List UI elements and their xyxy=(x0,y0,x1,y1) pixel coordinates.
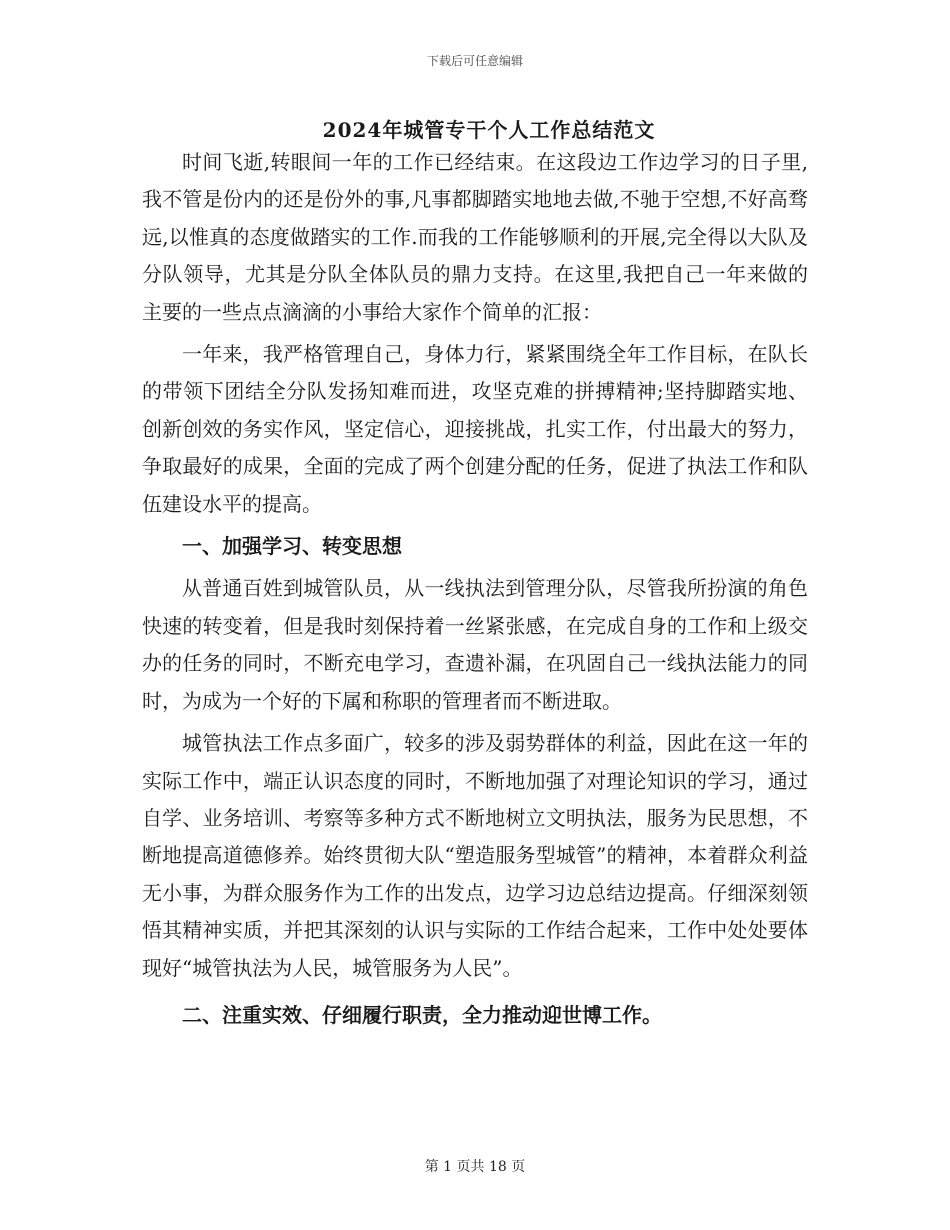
section-1-paragraph-2: 城管执法工作点多面广，较多的涉及弱势群体的利益，因此在这一年的实际工作中，端正认识态度的同时，不断地加强了对理论知识的学习，通过自学、业务培训、考察等多种方式不断地树立文明执法，服务为民思想，不断地提高道德修养。始终贯彻大队“塑造服务型城管”的精神，本着群众利益无小事，为群众服务作为工作的出发点，边学习边总结边提高。仔细深刻领悟其精神实质，并把其深刻的认识与实际的工作结合起来，工作中处处要体现好“城管执法为人民，城管服务为人民”。 xyxy=(142,731,808,980)
document-body xyxy=(142,144,808,1039)
section-1-paragraph-1: 从普通百姓到城管队员，从一线执法到管理分队，尽管我所扮演的角色快速的转变着，但是我时刻保持着一丝紧张感，在完成自身的工作和上级交办的任务的同时，不断充电学习，查遗补漏，在巩固自己一线执法能力的同时，为成为一个好的下属和称职的管理者而不断进取。 xyxy=(142,576,808,713)
page-header: 下载后可任意编辑 xyxy=(426,54,523,68)
section-2-heading: 二、注重实效、仔细履行职责，全力推动迎世博工作。 xyxy=(182,1002,662,1027)
section-1-heading: 一、加强学习、转变思想 xyxy=(182,534,402,559)
intro-paragraph-1: 时间飞逝,转眼间一年的工作已经结束。在这段边工作边学习的日子里,我不管是份内的还是份外的事,凡事都脚踏实地地去做,不驰于空想,不好高骛远,以惟真的态度做踏实的工作.而我的工作能够顺利的开展,完全得以大队及分队领导，尤其是分队全体队员的鼎力支持。在这里,我把自己一年来做的主要的一些点点滴滴的小事给大家作个简单的汇报： xyxy=(142,150,808,324)
intro-paragraph-2: 一年来，我严格管理自己，身体力行，紧紧围绕全年工作目标，在队长的带领下团结全分队发扬知难而进，攻坚克难的拼搏精神;坚持脚踏实地、创新创效的务实作风，坚定信心，迎接挑战，扎实工作，付出最大的努力，争取最好的成果，全面的完成了两个创建分配的任务，促进了执法工作和队伍建设水平的提高。 xyxy=(142,342,808,516)
page-footer: 第 1 页共 18 页 xyxy=(424,1159,526,1175)
document-title: 2024年城管专干个人工作总结范文 xyxy=(322,118,656,142)
